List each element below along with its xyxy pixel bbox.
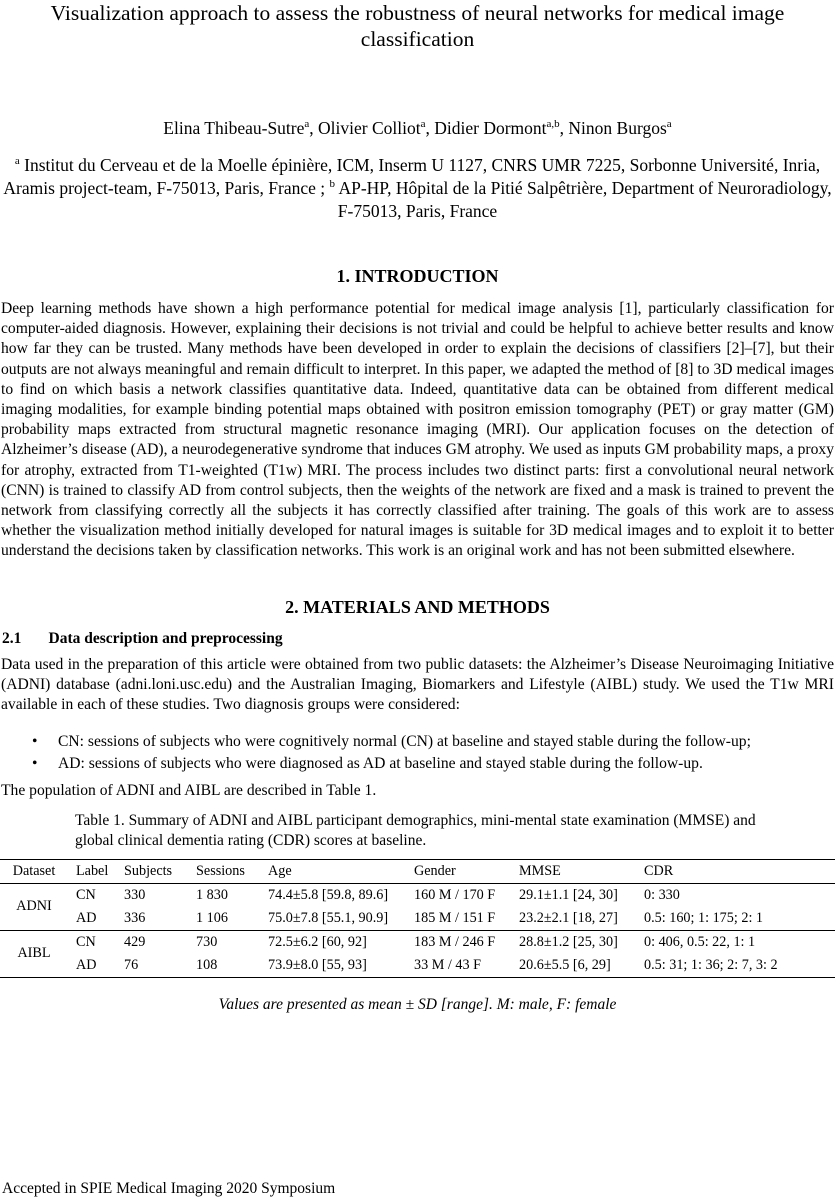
introduction-paragraph: Deep learning methods have shown a high performance potential for medical image analysis [1], particularly classification for computer-aided diagnosis. However, explaining their decisions is not trivial and could be helpful to achieve better results and know how far they can be trusted. Many methods have been developed in order to explain the decisions of classifiers [2]–[7], but their outputs are not always meaningful and remain difficult to interpret. In this paper, we adapted the method of [8] to 3D medical images to find on which basis a network classifies quantitative data. Indeed, quantitative data can be obtained from different medical imaging modalities, for example binding potential maps obtained with positron emission tomography (PET) or gray matter (GM) probability maps extracted from structural magnetic resonance imaging (MRI). Our application focuses on the detection of Alzheimer’s disease (AD), a neurodegenerative syndrome that induces GM atrophy. We used as inputs GM probability maps, a proxy for atrophy, extracted from T1-weighted (T1w) MRI. The process includes two distinct parts: first a convolutional neural network (CNN) is trained to classify AD from control subjects, then the weights of the network are fixed and a mask is trained to prevent the network from classifying correctly all the subjects it has correctly classified after training. The goals of this work are to assess whether the visualization method initially developed for natural images is suitable for 3D medical images and to exploit it to better understand the decisions taken by classification networks. This work is an original work and has not been submitted elsewhere. [1, 300, 834, 560]
column-header: Gender [414, 862, 456, 879]
table-cell: 1 830 [196, 886, 228, 903]
affiliation-mark: a,b [546, 118, 560, 130]
affiliation-mark: a [304, 118, 310, 130]
column-header: MMSE [519, 862, 561, 879]
list-item: • CN: sessions of subjects who were cognitively normal (CN) at baseline and stayed stable during the follow-up; [0, 731, 835, 753]
table-cell: 0.5: 160; 1: 175; 2: 1 [644, 909, 764, 926]
table-cell: 0.5: 31; 1: 36; 2: 7, 3: 2 [644, 956, 778, 973]
section-heading-methods: 2. MATERIALS AND METHODS [285, 597, 550, 617]
table-cell: 23.2±2.1 [18, 27] [519, 909, 618, 926]
author: Elina Thibeau-Sutre [163, 118, 305, 138]
table-cell: 20.6±5.5 [6, 29] [519, 956, 611, 973]
table-cell: 0: 406, 0.5: 22, 1: 1 [644, 933, 756, 950]
table-cell: 74.4±5.8 [59.8, 89.6] [268, 886, 389, 903]
affiliation-mark: a [666, 118, 672, 130]
affiliation-mark: a [420, 118, 426, 130]
demographics-table [0, 859, 835, 978]
affiliations [0, 154, 835, 223]
table-cell: 76 [124, 956, 139, 973]
table-cell: 108 [196, 956, 218, 973]
table-cell: 0: 330 [644, 886, 680, 903]
group-list [0, 731, 835, 775]
table-cell: 75.0±7.8 [55.1, 90.9] [268, 909, 389, 926]
table-cell: 183 M / 246 F [414, 933, 496, 950]
list-item: • AD: sessions of subjects who were diagnosed as AD at baseline and stayed stable during the follow-up. [0, 753, 835, 775]
footer: Accepted in SPIE Medical Imaging 2020 Symposium [2, 1180, 336, 1197]
affiliation-mark: a [14, 155, 20, 167]
data-paragraph: Data used in the preparation of this article were obtained from two public datasets: the Alzheimer’s Disease Neuroimaging Initiative (ADNI) database (adni.loni.usc.edu) and the Australian Imaging, Biomarkers and Lifestyle (AIBL) study. We used the T1w MRI available in each of these studies. Two diagnosis groups were considered: [1, 656, 834, 714]
section-heading-introduction: 1. INTRODUCTION [336, 266, 499, 286]
table-row [0, 907, 835, 931]
column-header: Age [268, 862, 292, 879]
column-header: Dataset [12, 862, 56, 879]
subsection-heading: 2.1 Data description and preprocessing [2, 630, 283, 647]
table-cell: CN [76, 933, 96, 950]
table-cell: 330 [124, 886, 146, 903]
affiliation-mark: b [329, 178, 336, 190]
table-header-row [0, 860, 835, 884]
dataset-cell: ADNI [16, 898, 52, 914]
dataset-cell: AIBL [17, 945, 51, 961]
column-header: Label [76, 862, 109, 879]
table-cell: CN [76, 886, 96, 903]
table-cell: 29.1±1.1 [24, 30] [519, 886, 618, 903]
author-list: Elina Thibeau-Sutre$^a$, Olivier Colliot$^a$, Didier Dormont$^{a,b}$, Ninon Burgos$^a$ [163, 118, 672, 138]
column-header: Subjects [124, 862, 173, 879]
table-caption: Table 1. Summary of ADNI and AIBL participant demographics, mini-mental state examination (MMSE) and global clinical dementia rating (CDR) scores at baseline. [75, 812, 756, 849]
table-cell: 73.9±8.0 [55, 93] [268, 956, 367, 973]
affiliation-a: Institut du Cerveau et de la Moelle épinière, ICM, Inserm U 1127, CNRS UMR 7225, Sorbonne Université, Inria, Aramis project-team, F-75013, Paris, France ; [3, 155, 821, 198]
table-row [0, 954, 835, 978]
table-cell: 730 [196, 933, 218, 950]
table-cell: 33 M / 43 F [414, 956, 482, 973]
table-cell: 336 [124, 909, 146, 926]
table-cell: AD [76, 909, 97, 926]
author: Didier Dormont [434, 118, 547, 138]
author: Ninon Burgos [568, 118, 667, 138]
table-cell: 72.5±6.2 [60, 92] [268, 933, 367, 950]
column-header: Sessions [196, 862, 245, 879]
population-sentence: The population of ADNI and AIBL are described in Table 1. [1, 782, 377, 799]
table-cell: 185 M / 151 F [414, 909, 496, 926]
table-cell: 1 106 [196, 909, 228, 926]
table-cell: AD [76, 956, 97, 973]
table-row [0, 930, 835, 954]
table-cell: 429 [124, 933, 146, 950]
paper-title: Visualization approach to assess the robustness of neural networks for medical image classification [50, 1, 785, 51]
author: Olivier Colliot [318, 118, 421, 138]
table-note: Values are presented as mean ± SD [range]. M: male, F: female [218, 996, 617, 1013]
table-row [0, 883, 835, 907]
table-cell: 28.8±1.2 [25, 30] [519, 933, 618, 950]
affiliation-b: AP-HP, Hôpital de la Pitié Salpêtrière, Department of Neuroradiology, F-75013, Paris, France [337, 178, 832, 221]
column-header: CDR [644, 862, 674, 879]
table-cell: 160 M / 170 F [414, 886, 496, 903]
